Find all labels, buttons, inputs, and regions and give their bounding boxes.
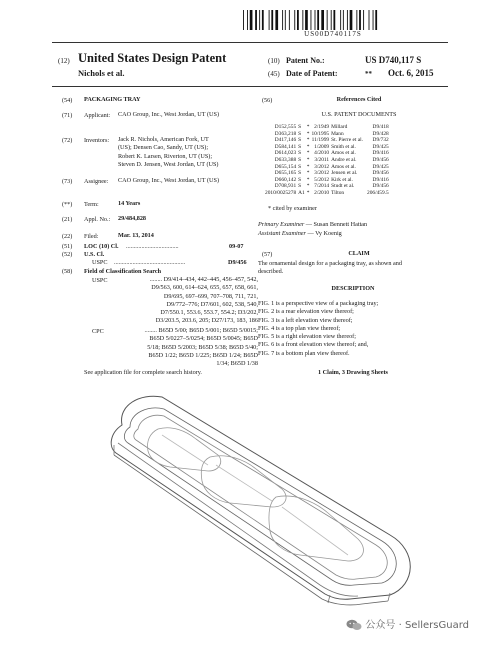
inventor-line: Jack R. Nichols, American Fork, UT <box>118 136 209 143</box>
ref-star: * <box>306 189 310 196</box>
field-search-label: Field of Classification Search <box>84 268 162 275</box>
ref-date: 2/1949 <box>314 124 330 130</box>
references-title: References Cited <box>336 96 382 103</box>
ref-date: 1/2009 <box>314 143 330 150</box>
ref-date: 5/2012 <box>314 176 330 183</box>
uspc-line: ........ D9/414–434, 442–445, 456–457, 542, <box>149 276 258 283</box>
us-patent-docs-title: U.S. PATENT DOCUMENTS <box>321 111 397 118</box>
ref-date: 7/2014 <box>314 183 330 190</box>
ref-class: D9/425 <box>372 163 389 170</box>
ref-number: D363,218 <box>274 130 297 137</box>
cpc-line: B65D 5/0227–5/0254; B65D 5/0045; B65D <box>149 335 258 343</box>
ref-inventor: Amos et al. <box>331 163 356 170</box>
uspc-line: D3/203.5, 203.6, 205; D27/173, 183, 186 <box>155 317 258 325</box>
header-top-rule <box>52 42 448 43</box>
ref-kind: S <box>298 137 302 144</box>
code-21: (21) <box>62 216 73 223</box>
ref-date: 3/2012 <box>314 163 330 170</box>
inventor-line: (US); Densen Cao, Sandy, UT (US); <box>118 144 209 152</box>
appl-no-label: Appl. No.: <box>84 216 111 223</box>
watermark-text: 公众号 · SellersGuard <box>365 620 469 631</box>
fig-description: FIG. 1 is a perspective view of a packaging tray; <box>258 300 379 307</box>
ref-kind: S <box>298 124 302 130</box>
ref-kind: S <box>298 176 302 183</box>
ref-number: D417,146 <box>274 137 297 144</box>
ref-star: * <box>306 163 310 170</box>
ref-star: * <box>306 170 310 177</box>
ref-kind: S <box>298 130 302 137</box>
ref-kind: S <box>298 170 302 177</box>
uspc-line: D9/695, 697–699, 707–708, 711, 721, <box>163 292 258 300</box>
ref-star: * <box>306 137 310 144</box>
inventor-short: Nichols et al. <box>78 68 125 78</box>
ref-class: D9/456 <box>372 156 389 163</box>
ref-number: D584,141 <box>274 143 297 150</box>
fig-description: FIG. 4 is a top plan view thereof; <box>258 324 341 332</box>
ref-inventor: Jensen et al. <box>331 170 358 177</box>
wechat-icon <box>346 619 362 631</box>
applicant-value: CAO Group, Inc., West Jordan, UT (US) <box>118 111 220 118</box>
ref-star: * <box>306 183 310 190</box>
ref-number: D152,555 <box>274 124 297 130</box>
ref-star: * <box>306 150 310 157</box>
ref-number: D633,388 <box>274 156 297 163</box>
ref-inventor: Millard <box>331 124 348 130</box>
applicant-label: Applicant: <box>84 112 111 119</box>
document-title: United States Design Patent <box>78 51 227 65</box>
ref-star: * <box>306 130 310 137</box>
assignee-label: Assignee: <box>84 178 109 185</box>
cited-note: * cited by examiner <box>268 205 317 212</box>
ref-inventor: Amos et al. <box>331 150 356 157</box>
claim-line: The ornamental design for a packaging tray, as shown and <box>258 260 402 267</box>
claim-title: CLAIM <box>348 250 370 257</box>
primary-examiner-label: Primary Examiner <box>258 221 305 228</box>
uspc-line: D9/563, 600, 614–624, 655, 657, 658, 661, <box>151 284 258 292</box>
claim-text <box>258 260 402 277</box>
ref-date: 11/1999 <box>311 137 330 144</box>
reference-row <box>265 177 391 184</box>
ref-number: D655,165 <box>274 170 297 177</box>
references-table <box>265 124 391 197</box>
assistant-examiner-label: Assistant Examiner <box>258 230 306 237</box>
fig-description: FIG. 2 is a rear elevation view thereof; <box>258 308 354 316</box>
ref-date: 10/1995 <box>311 130 330 137</box>
reference-row <box>265 157 391 164</box>
ref-kind: S <box>298 163 302 170</box>
field-uspc-list <box>112 276 258 326</box>
code-73: (73) <box>62 178 73 185</box>
assistant-examiner-name: — Vy Koenig <box>307 230 342 237</box>
filed-value: Mar. 13, 2014 <box>118 232 154 239</box>
ref-star: * <box>306 143 310 150</box>
patent-no-label: Patent No.: <box>286 56 325 65</box>
search-history-note: See application file for complete search history. <box>84 369 202 376</box>
description-list <box>258 300 378 358</box>
us-cl-label: U.S. Cl. <box>84 251 105 258</box>
reference-row <box>265 183 391 190</box>
inventor-line: Steven D. Jensen, West Jordan, UT (US) <box>118 160 219 168</box>
inventors-list <box>118 136 219 169</box>
ref-kind: S <box>298 156 302 163</box>
uspc-label: USPC <box>92 259 108 266</box>
packaging-tray-drawing <box>100 385 430 610</box>
inventor-line: Robert K. Larsen, Riverton, UT (US); <box>118 152 213 160</box>
ref-inventor: St. Pierre et al. <box>331 137 364 144</box>
reference-row <box>265 170 391 177</box>
reference-row <box>265 131 391 138</box>
uspc-value: D9/456 <box>228 259 247 266</box>
ref-class: D9/425 <box>372 143 389 150</box>
ref-inventor: Tilton <box>331 189 345 196</box>
reference-row <box>265 164 391 171</box>
claims-sheets-count: 1 Claim, 3 Drawing Sheets <box>318 369 388 376</box>
ref-class: D9/456 <box>372 183 389 190</box>
ref-class: D9/416 <box>372 176 389 183</box>
ref-class: D9/428 <box>372 130 389 137</box>
field-cpc-list <box>112 327 258 368</box>
ref-inventor: Kirk et al. <box>331 176 353 183</box>
code-72: (72) <box>62 137 73 144</box>
code-12: (12) <box>58 57 70 65</box>
field-uspc-label: USPC <box>92 277 108 284</box>
code-57: (57) <box>262 251 273 258</box>
code-54: (54) <box>62 97 73 104</box>
fig-description: FIG. 7 is a bottom plan view thereof. <box>258 349 350 357</box>
ref-date: 2/2010 <box>314 189 330 196</box>
patent-number: US D740,117 S <box>365 55 422 65</box>
code-71: (71) <box>62 112 73 119</box>
ref-class: D9/732 <box>372 137 389 144</box>
reference-row <box>265 137 391 144</box>
uspc-dots: .............................................. <box>114 259 186 266</box>
ref-kind: S <box>298 183 302 190</box>
code-22: (22) <box>62 233 73 240</box>
ref-inventor: Mann <box>331 130 344 137</box>
ref-number: 2010/0025278 <box>265 189 297 196</box>
description-title: DESCRIPTION <box>331 285 375 292</box>
watermark <box>346 616 469 631</box>
loc-label: LOC (10) Cl. <box>84 243 119 250</box>
ref-date: 3/2011 <box>314 156 330 163</box>
ref-class: D9/418 <box>372 124 389 130</box>
date-label: Date of Patent: <box>286 69 338 78</box>
code-45: (45) <box>268 70 280 78</box>
uspc-line: D9/772–776; D7/601, 602, 538, 540, <box>166 300 258 308</box>
ref-number: D708,931 <box>274 183 297 190</box>
ref-kind: A1 <box>298 189 305 196</box>
code-10: (10) <box>268 57 280 65</box>
code-58: (58) <box>62 268 73 275</box>
code-51: (51) <box>62 243 73 250</box>
primary-examiner-name: — Susan Bennett Hattan <box>305 221 368 228</box>
fig-description: FIG. 5 is a right elevation view thereof; <box>258 333 356 341</box>
header-bottom-rule <box>52 86 448 87</box>
ref-class: D9/456 <box>372 170 389 177</box>
code-56: (56) <box>262 97 273 104</box>
ref-class: D9/416 <box>372 150 389 157</box>
date-stars: ** <box>365 70 372 78</box>
ref-kind: S <box>298 150 302 157</box>
term-value: 14 Years <box>118 200 141 207</box>
cpc-line: 1/34; B65D 1/38 <box>216 360 258 368</box>
ref-number: D655,154 <box>274 163 297 170</box>
code-52: (52) <box>62 251 73 258</box>
ref-inventor: Studt et al. <box>331 183 355 190</box>
assistant-examiner <box>258 230 342 238</box>
uspc-line: D7/550.1, 553.6, 553.7, 554.2; D3/202, <box>160 309 258 317</box>
ref-date: 3/2012 <box>314 170 330 177</box>
ref-star: * <box>306 124 310 130</box>
ref-class: 206/459.5 <box>367 189 389 196</box>
ref-star: * <box>306 156 310 163</box>
claim-line: described. <box>258 268 284 276</box>
appl-no-value: 29/484,828 <box>118 215 147 222</box>
ref-kind: S <box>298 143 302 150</box>
loc-dots: .................................. <box>126 243 179 250</box>
patent-date: Oct. 6, 2015 <box>388 68 434 78</box>
barcode-number: US00D740117S <box>304 30 362 38</box>
reference-row <box>265 144 391 151</box>
ref-inventor: Andre et al. <box>331 156 357 163</box>
term-label: Term: <box>84 201 99 208</box>
ref-number: D660,142 <box>274 176 297 183</box>
design-title: PACKAGING TRAY <box>84 96 141 103</box>
assignee-value: CAO Group, Inc., West Jordan, UT (US) <box>118 177 220 184</box>
inventors-label: Inventors: <box>84 137 110 144</box>
cpc-line: 5/18; B65D 5/2003; B65D 5/38; B65D 5/40; <box>147 343 258 351</box>
reference-row <box>265 124 391 131</box>
fig-description: FIG. 6 is a front elevation view thereof; and, <box>258 341 369 349</box>
ref-number: D614,023 <box>274 150 297 157</box>
reference-row <box>265 150 391 157</box>
field-cpc-label: CPC <box>92 328 104 335</box>
loc-value: 09-07 <box>229 243 244 250</box>
primary-examiner <box>258 221 367 229</box>
barcode-image <box>243 10 423 30</box>
cpc-line: B65D 1/22; B65D 1/225; B65D 1/24; B65D <box>148 351 258 359</box>
reference-row <box>265 190 391 197</box>
ref-date: 4/2010 <box>314 150 330 157</box>
ref-inventor: Smith et al. <box>331 143 356 150</box>
fig-description: FIG. 3 is a left elevation view thereof; <box>258 316 353 324</box>
ref-star: * <box>306 176 310 183</box>
cpc-line: ........ B65D 5/00; B65D 5/001; B65D 5/0015; <box>144 327 258 334</box>
filed-label: Filed: <box>84 233 99 240</box>
code-term: (**) <box>62 201 73 208</box>
